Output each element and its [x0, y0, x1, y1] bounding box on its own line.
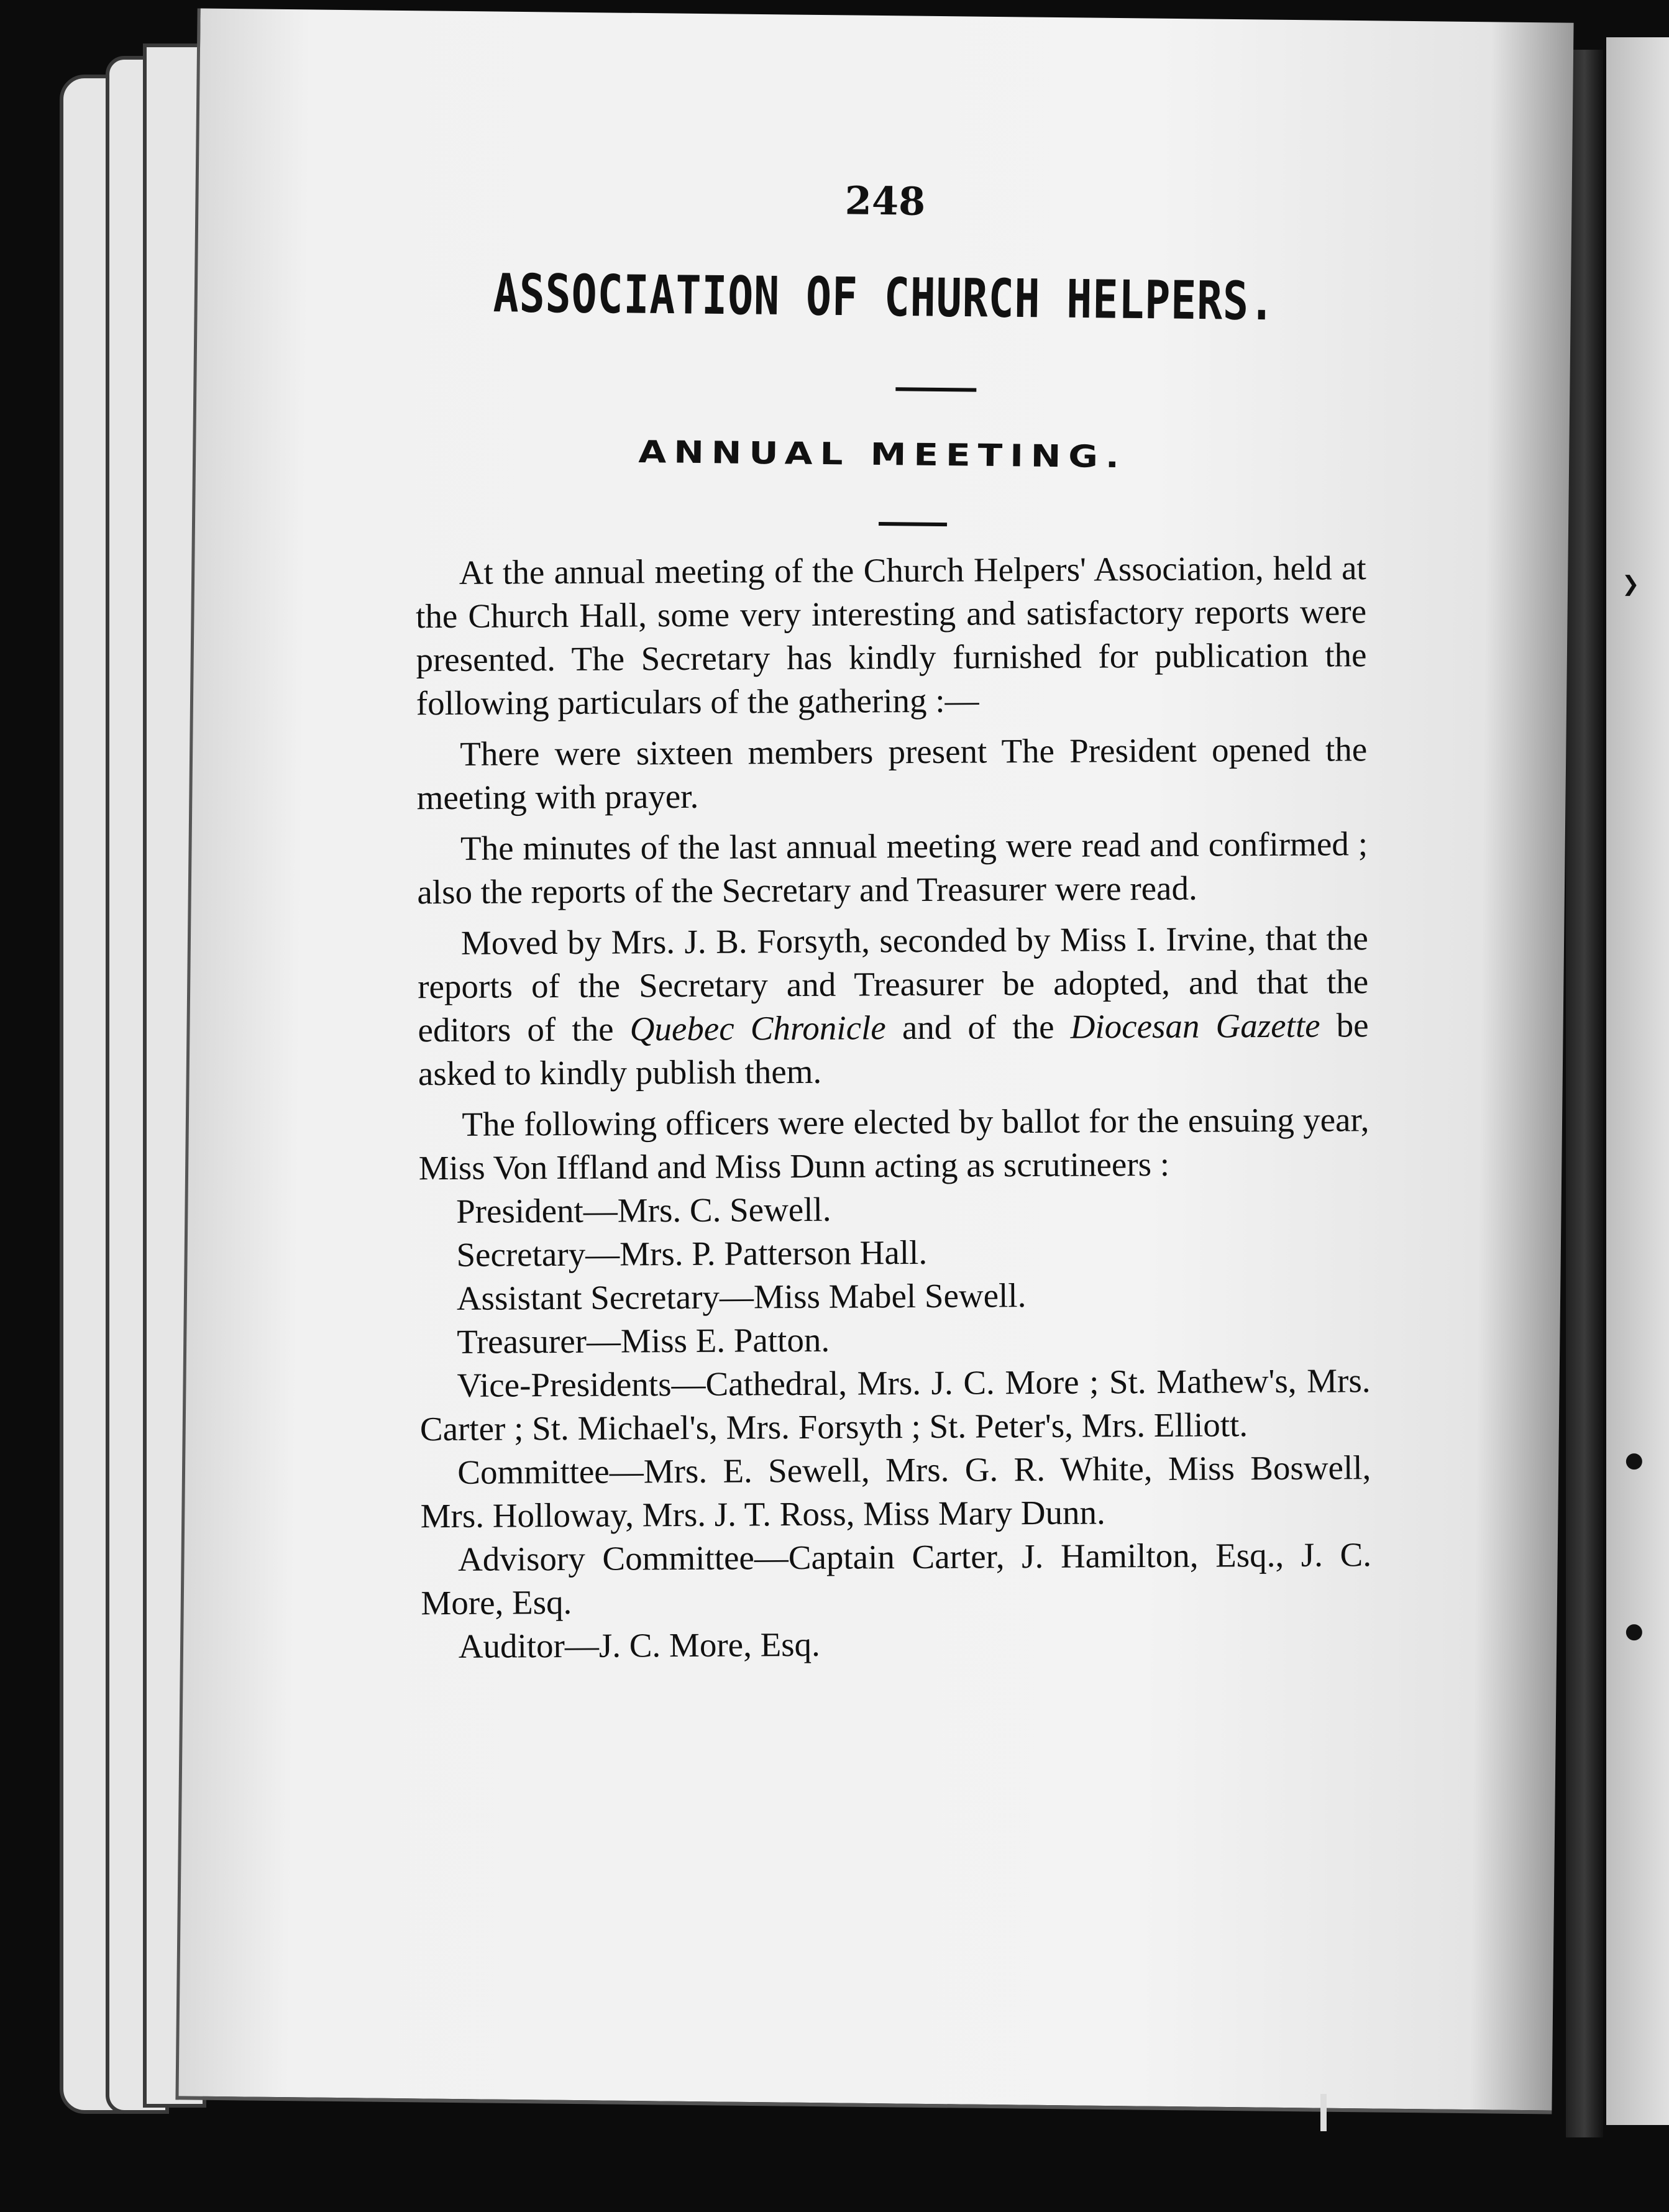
paragraph: [418, 916, 1369, 1095]
officers-list: [419, 1185, 1372, 1668]
list-item: Vice-Presidents—Cathedral, Mrs. J. C. More ; St. Mathew's, Mrs. Carter ; St. Michael's, Mrs. Forsyth ; St. Peter's, Mrs. Elliott.: [419, 1361, 1371, 1448]
list-item: Committee—Mrs. E. Sewell, Mrs. G. R. White, Miss Boswell, Mrs. Holloway, Mrs. J. T. Ross, Miss Mary Dunn.: [420, 1448, 1371, 1535]
ink-mark: ●: [1625, 1619, 1644, 1643]
book-gutter: [1566, 50, 1603, 2137]
page-title: ASSOCIATION OF CHURCH HELPERS.: [493, 263, 1276, 333]
text-run: and of the: [902, 1007, 1054, 1047]
page-number: 248: [844, 178, 926, 224]
italic-title: Quebec Chronicle: [629, 1008, 886, 1048]
book-page: [175, 8, 1573, 2114]
ink-mark: ❯: [1622, 572, 1640, 596]
facing-page: [1606, 37, 1669, 2125]
section-heading: ANNUAL MEETING.: [638, 434, 1127, 475]
title-rule: [895, 387, 976, 391]
paragraph: The minutes of the last annual meeting were read and confirmed ; also the reports of the Secretary and Treasurer were read.: [417, 825, 1368, 912]
page-tick-mark: [1320, 2094, 1327, 2131]
italic-title: Diocesan Gazette: [1070, 1006, 1320, 1046]
text-run: be asked to kindly publish them.: [418, 1006, 1369, 1093]
text-run: Moved by Mrs. J. B. Forsyth, seconded by Miss I. Irvine, that the reports of the Secretary and Treasurer be adopted, and that the editors of the: [418, 919, 1369, 1049]
ink-mark: ●: [1625, 1448, 1644, 1473]
list-item: Treasurer—Miss E. Patton.: [457, 1320, 830, 1361]
list-item: Assistant Secretary—Miss Mabel Sewell.: [456, 1276, 1027, 1317]
list-item: Auditor—J. C. More, Esq.: [458, 1625, 821, 1665]
list-item: Advisory Committee—Captain Carter, J. Hamilton, Esq., J. C. More, Esq.: [421, 1535, 1372, 1622]
list-item: Secretary—Mrs. P. Patterson Hall.: [456, 1233, 928, 1274]
heading-rule: [879, 522, 947, 526]
article-body: [416, 546, 1372, 1668]
paragraph: There were sixteen members present The President opened the meeting with prayer.: [416, 730, 1368, 817]
paragraph: The following officers were elected by ballot for the ensuing year, Miss Von Iffland and Miss Dunn acting as scrutineers :: [418, 1100, 1369, 1187]
paragraph: At the annual meeting of the Church Helpers' Association, held at the Church Hall, some very interesting and satisfactory reports were presented. The Secretary has kindly furnished for publication the following particulars of the gathering :—: [415, 549, 1367, 723]
list-item: President—Mrs. C. Sewell.: [455, 1190, 831, 1230]
